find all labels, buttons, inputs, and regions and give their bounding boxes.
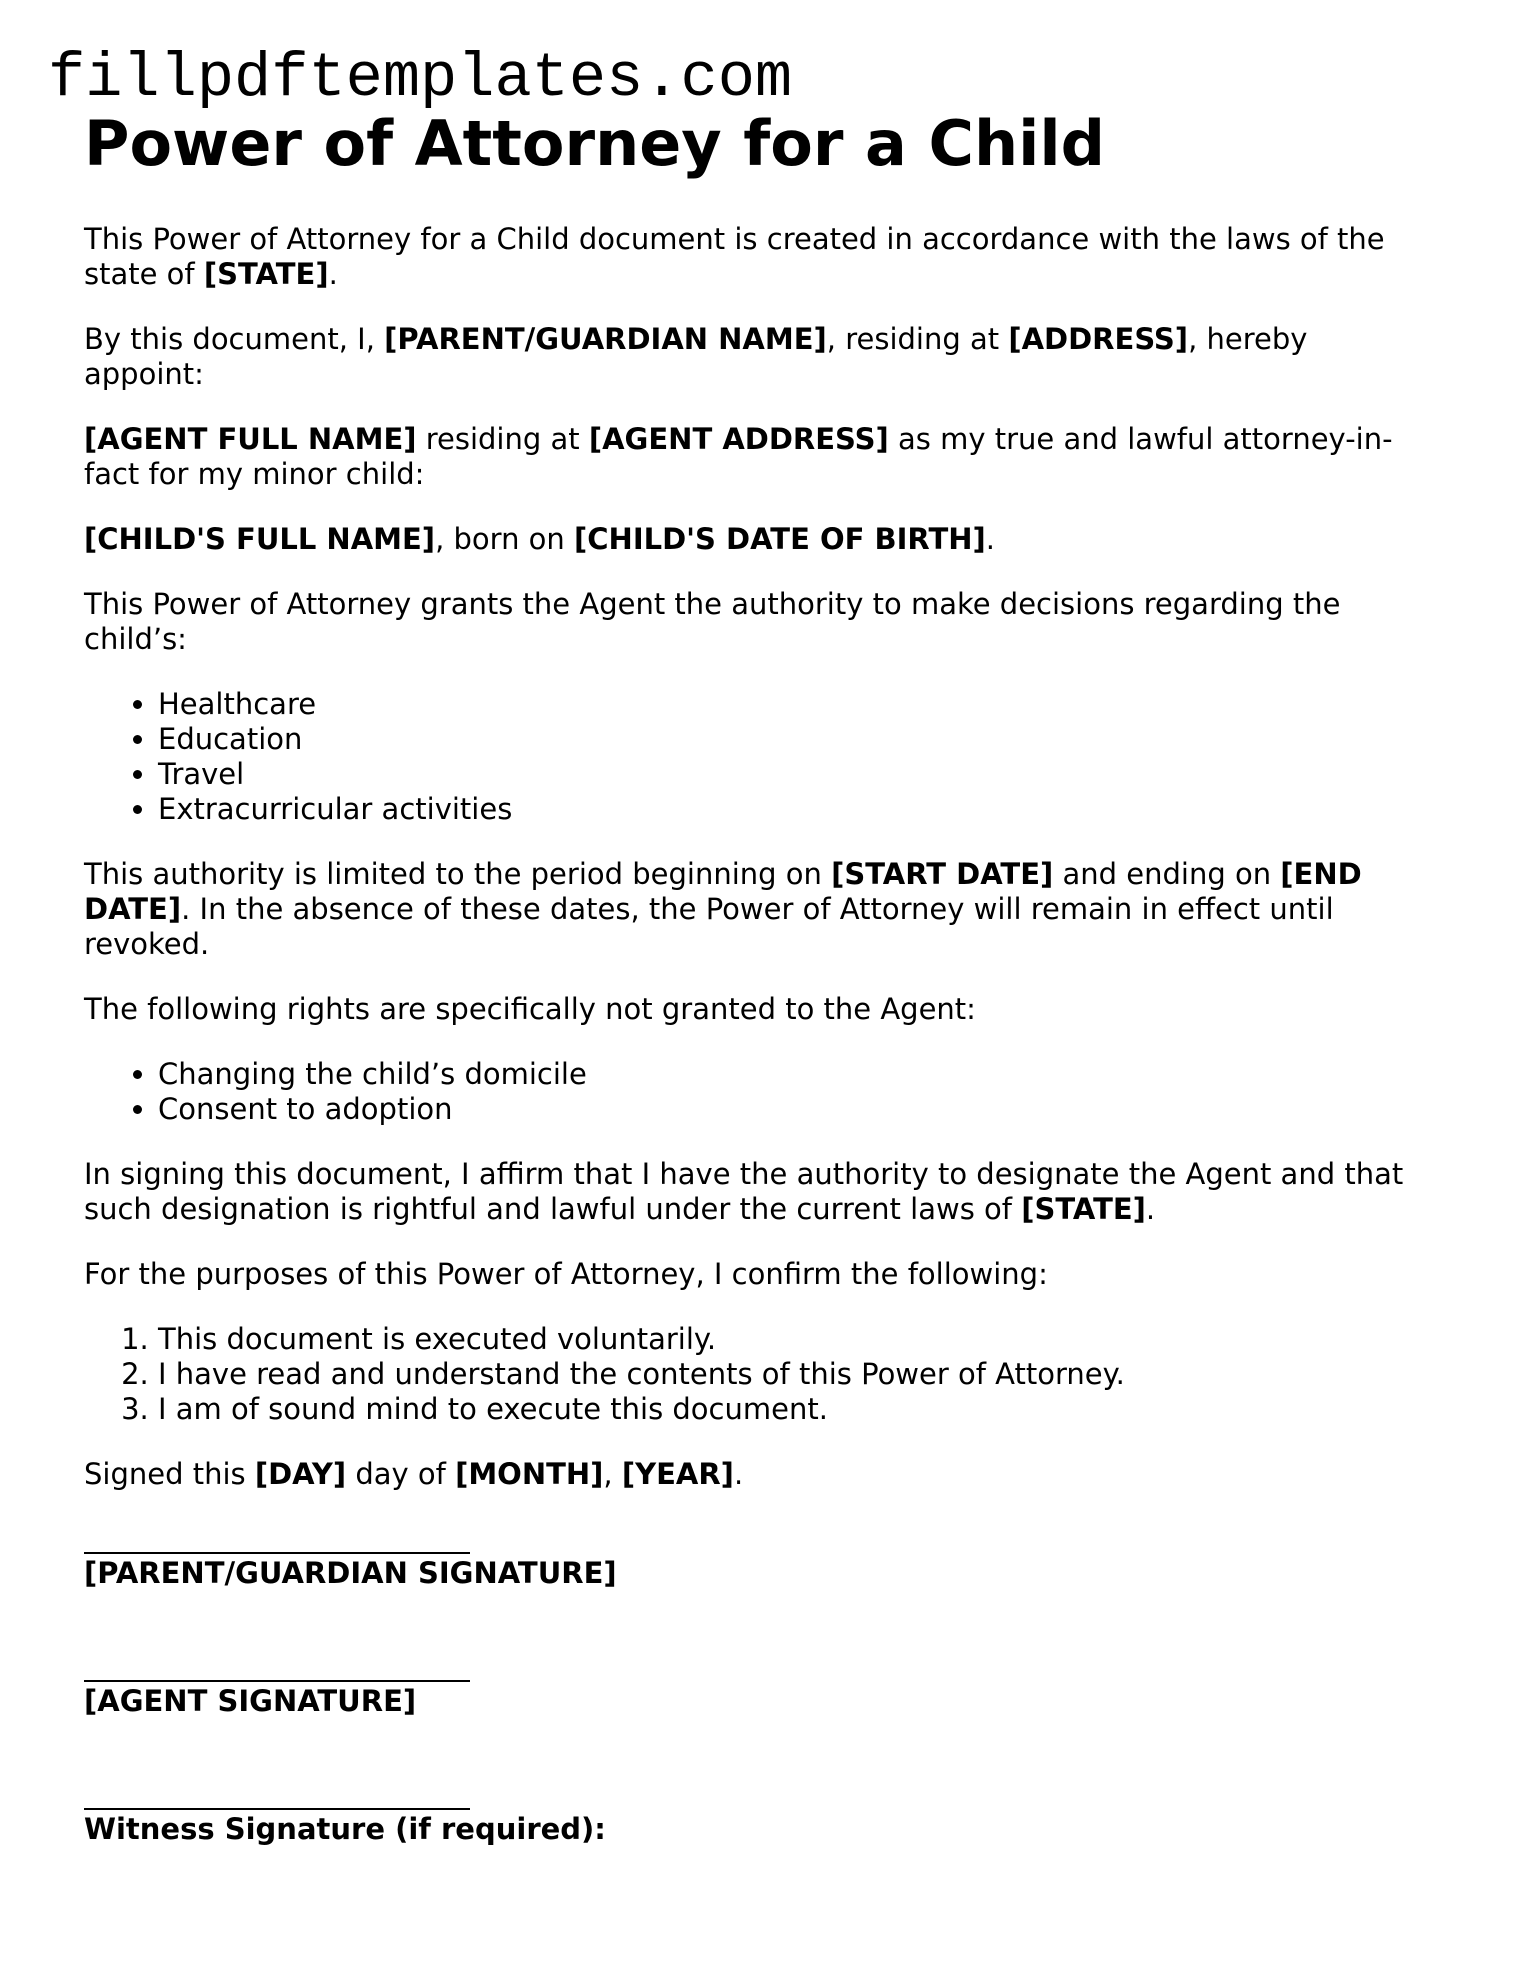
agent-text-2: as my true and lawful attorney-in-fact for my minor child: [84,422,1393,491]
year-placeholder: [YEAR] [621,1457,734,1491]
day-placeholder: [DAY] [254,1457,347,1491]
signed-text-4: . [733,1457,744,1491]
intro-paragraph [84,222,1436,292]
parent-signature [84,1528,1436,1591]
confirm-intro: For the purposes of this Power of Attorney, I confirm the following: [84,1257,1048,1291]
child-text: , born on [435,522,575,556]
witness-signature-line [84,1784,470,1810]
list-item: • Consent to adoption [158,1092,1436,1127]
list-item: 1. This document is executed voluntarily. [158,1322,1436,1357]
state-placeholder: [STATE] [203,257,329,291]
period-paragraph [84,857,1436,962]
affirm-paragraph [84,1157,1436,1227]
list-item: 3. I am of sound mind to execute this document. [158,1392,1436,1427]
list-item: • Healthcare [158,687,1436,722]
agent-text: residing at [416,422,589,456]
agent-signature-line [84,1656,470,1682]
appoint-text-2: , residing at [826,322,1009,356]
signed-text: Signed this [84,1457,255,1491]
list-item: • Education [158,722,1436,757]
signed-date-paragraph [84,1457,1436,1492]
affirm-end: . [1145,1192,1156,1226]
address-placeholder: [ADDRESS] [1008,322,1189,356]
agent-signature-label: [AGENT SIGNATURE] [84,1684,417,1718]
list-item: • Extracurricular activities [158,792,1436,827]
parent-name-placeholder: [PARENT/GUARDIAN NAME] [384,322,827,356]
list-item: • Travel [158,757,1436,792]
grants-intro: This Power of Attorney grants the Agent the authority to make decisions regarding the child’s: [84,587,1341,656]
state-placeholder: [STATE] [1021,1192,1146,1226]
document-body [84,104,1436,1912]
list-item: 2. I have read and understand the contents of this Power of Attorney. [158,1357,1436,1392]
witness-signature [84,1784,1436,1847]
signed-text-3: , [603,1457,622,1491]
period-text-2: and ending on [1053,857,1281,891]
period-text: This authority is limited to the period beginning on [84,857,832,891]
child-paragraph [84,522,1436,557]
grants-list [84,687,1436,827]
child-text-2: . [985,522,995,556]
affirm-text: In signing this document, I affirm that I have the authority to designate the Agent and that such designation is rightful and lawful under the current laws of [84,1157,1404,1226]
parent-signature-line [84,1528,470,1554]
child-dob-placeholder: [CHILD'S DATE OF BIRTH] [574,522,986,556]
signed-text-2: day of [346,1457,456,1491]
agent-address-placeholder: [AGENT ADDRESS] [588,422,889,456]
not-granted-list [84,1057,1436,1127]
page-title: Power of Attorney for a Child [84,107,1105,180]
intro-end: . [328,257,338,291]
period-text-3: . In the absence of these dates, the Power of Attorney will remain in effect until revoked. [84,892,1334,961]
agent-paragraph [84,422,1436,492]
parent-signature-label: [PARENT/GUARDIAN SIGNATURE] [84,1556,617,1590]
child-name-placeholder: [CHILD'S FULL NAME] [84,522,436,556]
appoint-text: By this document, I, [84,322,385,356]
site-watermark: fillpdftemplates.com [48,43,793,114]
intro-text: This Power of Attorney for a Child document is created in accordance with the laws of the state of [84,222,1385,291]
agent-name-placeholder: [AGENT FULL NAME] [84,422,417,456]
list-item: • Changing the child’s domicile [158,1057,1436,1092]
appoint-text-3: , hereby appoint: [84,322,1308,391]
start-date-placeholder: [START DATE] [831,857,1054,891]
witness-signature-label: Witness Signature (if required): [84,1812,606,1846]
appoint-paragraph [84,322,1436,392]
agent-signature [84,1656,1436,1719]
end-date-placeholder: [END DATE] [84,857,1362,926]
signature-block [84,1528,1436,1847]
not-granted-intro: The following rights are specifically not granted to the Agent: [84,992,976,1026]
confirm-list [84,1322,1436,1427]
month-placeholder: [MONTH] [455,1457,604,1491]
